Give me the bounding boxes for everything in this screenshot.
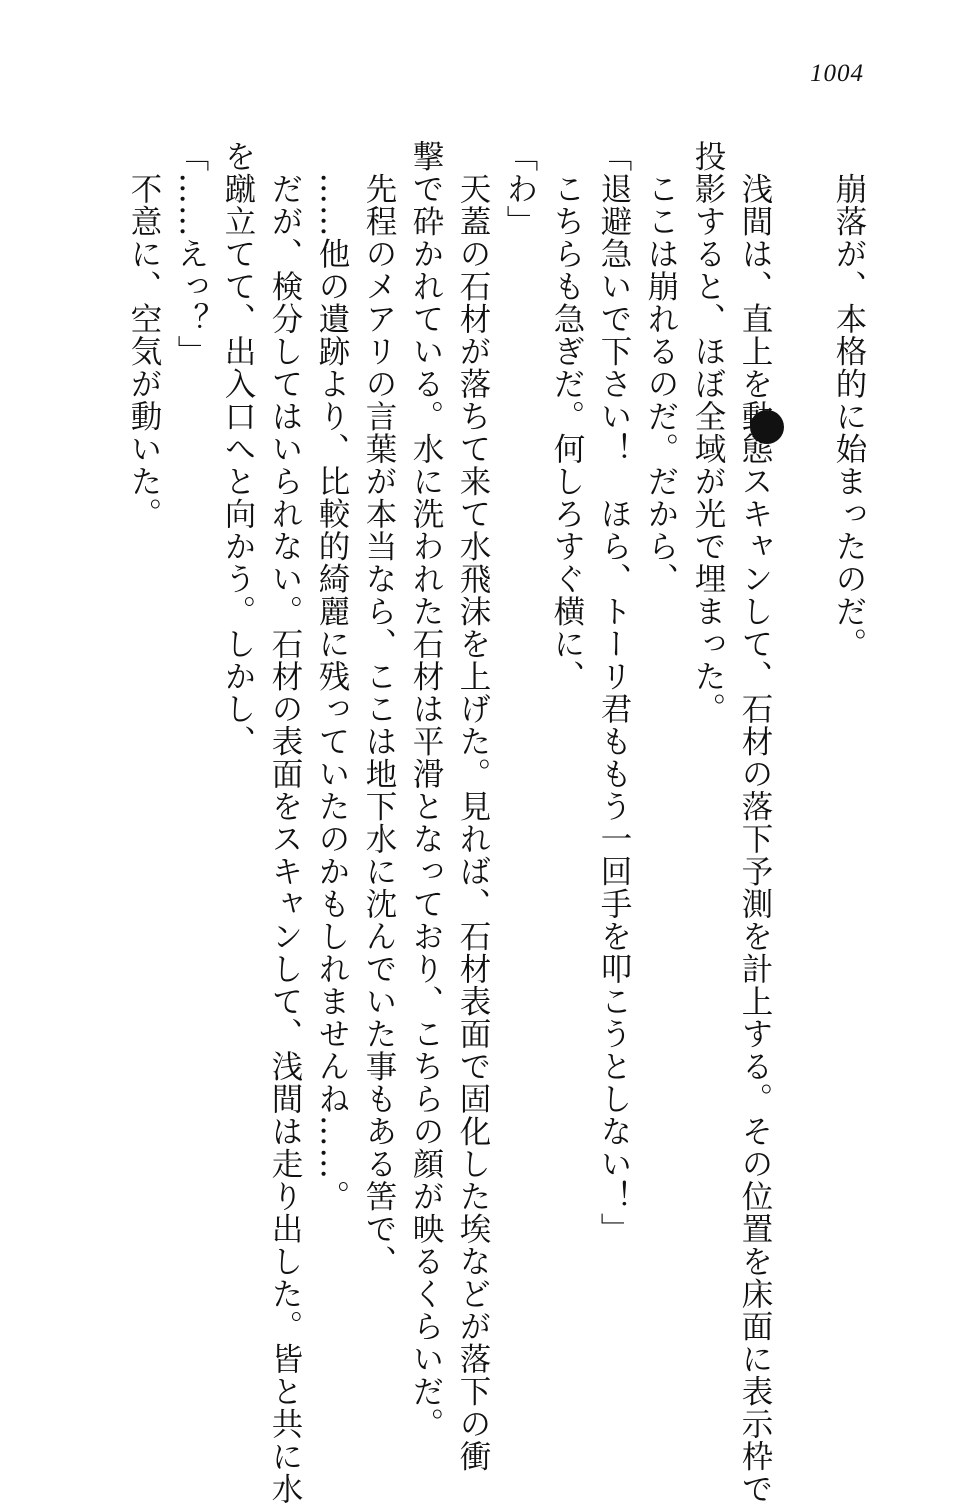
text-line: 「退避急いで下さい！ ほら、トーリ君ももう一回手を叩こうとしない！」 [596, 140, 632, 1245]
vertical-text-body [72, 140, 872, 1505]
text-line: ……他の遺跡より、比較的綺麗に残っていたのかもしれませんね……。 [314, 140, 350, 1213]
text-line: ここは崩れるのだ。だから、 [643, 140, 679, 595]
text-line: だが、検分してはいられない。石材の表面をスキャンして、浅間は走り出した。皆と共に水 [267, 140, 303, 1505]
text-line: こちらも急ぎだ。何しろすぐ横に、 [549, 140, 585, 693]
text-line: 天蓋の石材が落ちて来て水飛沫を上げた。見れば、石材表面で固化した埃などが落下の衝 [455, 140, 491, 1473]
text-line: を蹴立てて、出入口へと向かう。しかし、 [220, 140, 256, 758]
page-number: 1004 [810, 60, 864, 87]
text-line: 投影すると、ほぼ全域が光で埋まった。 [690, 140, 726, 725]
text-line: 崩落が、本格的に始まったのだ。 [831, 140, 867, 660]
text-line: 不意に、空気が動いた。 [126, 140, 162, 530]
text-line: 浅間は、直上を動態スキャンして、石材の落下予測を計上する。その位置を床面に表示枠で [737, 140, 773, 1505]
text-line [778, 140, 825, 1330]
text-line: 先程のメアリの言葉が本当なら、ここは地下水に沈んでいた事もある筈で、 [361, 140, 397, 1278]
text-line: 「……えっ？」 [173, 140, 209, 368]
text-line: 撃で砕かれている。水に洗われた石材は平滑となっており、こちらの顔が映るくらいだ。 [408, 140, 444, 1440]
text-line: 「わ」 [502, 140, 538, 238]
